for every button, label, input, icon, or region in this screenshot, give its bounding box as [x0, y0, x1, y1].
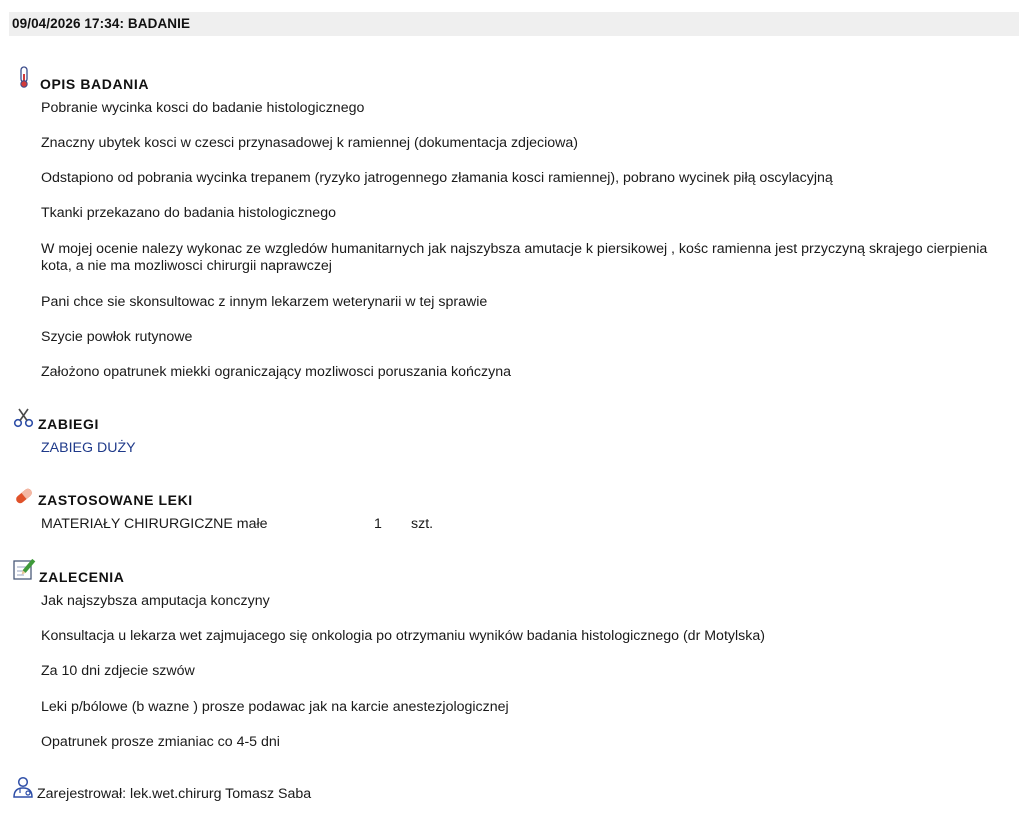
list-item: Leki p/bólowe (b wazne ) prosze podawac jak na karcie anestezjologicznej	[41, 699, 509, 715]
list-item: ZABIEG DUŻY	[41, 440, 136, 456]
list-item: W mojej ocenie nalezy wykonac ze wzgledów humanitarnych jak najszybsza amutacje k piersikowej , kośc ramienna jest przyczyną skrajego cierpienia kota, a nie ma mozliwosci chirurgii naprawczej	[41, 241, 988, 274]
section-title: OPIS BADANIA	[40, 76, 150, 92]
doctor-icon	[11, 775, 35, 799]
section-title: ZASTOSOWANE LEKI	[38, 492, 193, 508]
pencil-note-icon	[12, 557, 36, 581]
pill-icon	[12, 484, 36, 508]
list-item: Konsultacja u lekarza wet zajmujacego się onkologia po otrzymaniu wyników badania histologicznego (dr Motylska)	[41, 628, 765, 644]
list-item: Założono opatrunek miekki ograniczający mozliwosci poruszania kończyna	[41, 364, 511, 380]
list-item: Za 10 dni zdjecie szwów	[41, 663, 195, 679]
list-item: Pobranie wycinka kosci do badanie histologicznego	[41, 100, 365, 116]
thermometer-icon	[14, 66, 38, 90]
list-item: Tkanki przekazano do badania histologicznego	[41, 205, 336, 221]
section-title: ZABIEGI	[38, 416, 99, 432]
registered-by-text: Zarejestrował: lek.wet.chirurg Tomasz Saba	[37, 786, 312, 802]
page-title: 09/04/2026 17:34: BADANIE	[12, 16, 191, 31]
list-item: Pani chce sie skonsultowac z innym lekarzem weterynarii w tej sprawie	[41, 294, 488, 310]
medication-name: MATERIAŁY CHIRURGICZNE małe	[41, 516, 268, 532]
medication-quantity: 1	[374, 516, 382, 532]
scissors-icon	[12, 406, 36, 430]
list-item: Odstapiono od pobrania wycinka trepanem (ryzyko jatrogennego złamania kosci ramiennej), pobrano wycinek piłą oscylacyjną	[41, 170, 833, 186]
list-item: Opatrunek prosze zmianiac co 4-5 dni	[41, 734, 280, 750]
list-item: Jak najszybsza amputacja konczyny	[41, 593, 270, 609]
section-title: ZALECENIA	[39, 569, 125, 585]
list-item: Szycie powłok rutynowe	[41, 329, 193, 345]
list-item: Znaczny ubytek kosci w czesci przynasadowej k ramiennej (dokumentacja zdjeciowa)	[41, 135, 578, 151]
header-bar	[9, 12, 1019, 36]
medication-unit: szt.	[411, 516, 434, 532]
